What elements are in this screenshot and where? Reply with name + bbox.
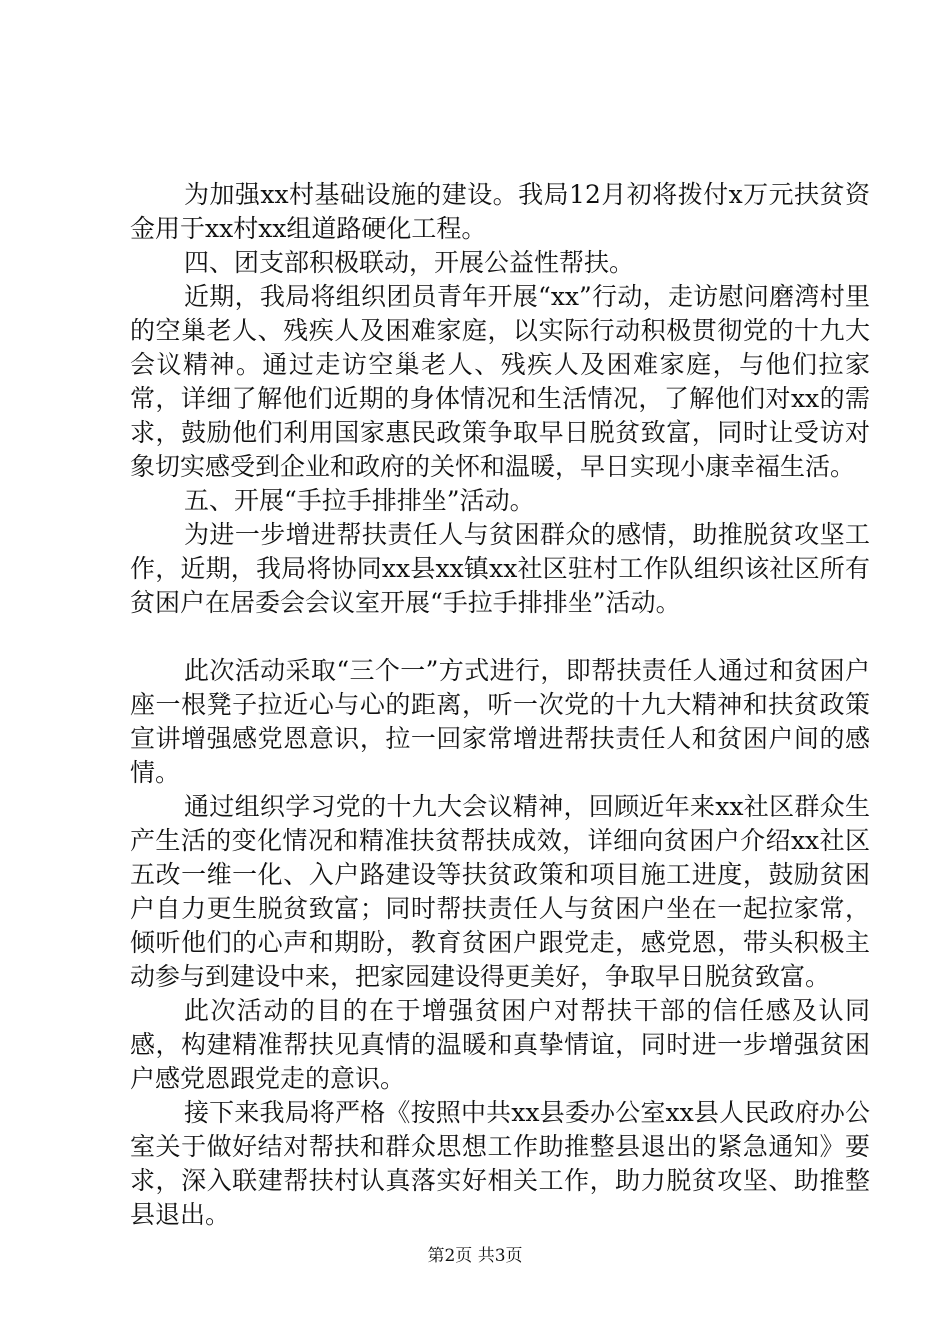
paragraph-infrastructure: 为加强xx村基础设施的建设。我局12月初将拨付x万元扶贫资金用于xx村xx组道路硬化工程。 bbox=[130, 180, 870, 243]
paragraph-spacer bbox=[130, 620, 870, 654]
document-body bbox=[130, 178, 870, 1232]
paragraph-activity-plan: 为进一步增进帮扶责任人与贫困群众的感情，助推脱贫攻坚工作，近期，我局将协同xx县xx镇xx社区驻村工作队组织该社区所有贫困户在居委会会议室开展“手拉手排排坐”活动。 bbox=[130, 520, 870, 617]
paragraph-next-steps: 接下来我局将严格《按照中共xx县委办公室xx县人民政府办公室关于做好结对帮扶和群众思想工作助推整县退出的紧急通知》要求，深入联建帮扶村认真落实好相关工作，助力脱贫攻坚、助推整县退出。 bbox=[130, 1098, 870, 1229]
paragraph-study-spirit: 通过组织学习党的十九大会议精神，回顾近年来xx社区群众生产生活的变化情况和精准扶贫帮扶成效，详细向贫困户介绍xx社区五改一维一化、入户路建设等扶贫政策和项目施工进度，鼓励贫困户自力更生脱贫致富；同时帮扶责任人与贫困户坐在一起拉家常，倾听他们的心声和期盼，教育贫困户跟党走，感党恩，带头积极主动参与到建设中来，把家园建设得更美好，争取早日脱贫致富。 bbox=[130, 792, 870, 991]
section-heading-five: 五、开展“手拉手排排坐”活动。 bbox=[184, 486, 535, 515]
paragraph-youth-visit: 近期，我局将组织团员青年开展“xx”行动，走访慰问磨湾村里的空巢老人、残疾人及困难家庭，以实际行动积极贯彻党的十九大会议精神。通过走访空巢老人、残疾人及困难家庭，与他们拉家常，详细了解他们近期的身体情况和生活情况，了解他们对xx的需求，鼓励他们利用国家惠民政策争取早日脱贫致富，同时让受访对象切实感受到企业和政府的关怀和温暖，早日实现小康幸福生活。 bbox=[130, 282, 870, 481]
page-number-footer: 第2页 共3页 bbox=[427, 1246, 523, 1266]
paragraph-purpose: 此次活动的目的在于增强贫困户对帮扶干部的信任感及认同感，构建精准帮扶见真情的温暖和真挚情谊，同时进一步增强贫困户感党恩跟党走的意识。 bbox=[130, 996, 870, 1093]
section-heading-four: 四、团支部积极联动，开展公益性帮扶。 bbox=[184, 248, 635, 277]
paragraph-three-ones: 此次活动采取“三个一”方式进行，即帮扶责任人通过和贫困户座一根凳子拉近心与心的距离，听一次党的十九大精神和扶贫政策宣讲增强感党恩意识，拉一回家常增进帮扶责任人和贫困户间的感情。 bbox=[130, 656, 870, 787]
